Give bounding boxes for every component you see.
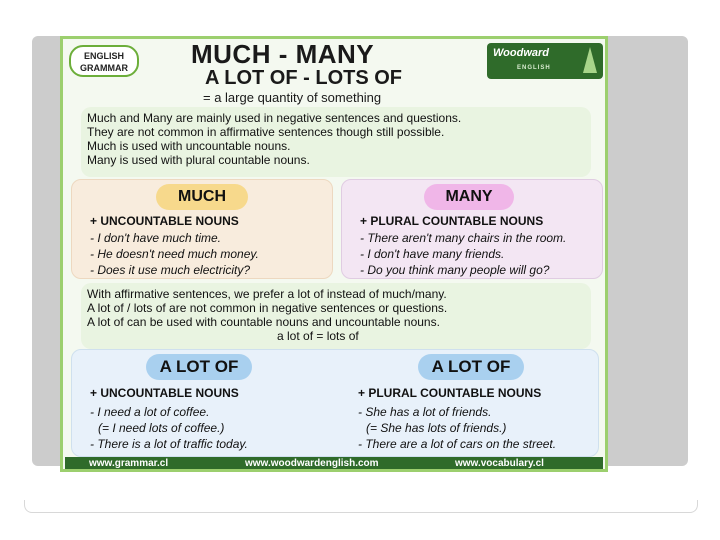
grammar-poster: [60, 36, 608, 472]
middle-line: a lot of = lots of: [277, 329, 359, 343]
example-line: - Do you think many people will go?: [360, 263, 550, 277]
badge-line-2: GRAMMAR: [80, 63, 128, 73]
tree-icon: [583, 47, 597, 73]
middle-panel: [81, 283, 591, 349]
woodward-logo: [487, 43, 603, 79]
poster-title: MUCH - MANY: [191, 39, 375, 69]
a-lot-of-right-examples: [358, 404, 556, 452]
a-lot-of-left-examples: [90, 404, 248, 452]
example-line: - I don't have many friends.: [360, 247, 505, 261]
a-lot-of-left-rule: + UNCOUNTABLE NOUNS: [90, 386, 239, 400]
footer-link-woodward[interactable]: www.woodwardenglish.com: [245, 458, 379, 469]
example-line: - There are a lot of cars on the street.: [358, 437, 557, 451]
many-examples: [360, 230, 566, 278]
example-line: - There aren't many chairs in the room.: [360, 231, 567, 245]
many-label: MANY: [424, 184, 514, 210]
middle-line: A lot of can be used with countable nouns and uncountable nouns.: [87, 315, 440, 329]
example-line: (= I need lots of coffee.): [98, 421, 225, 435]
example-line: - He doesn't need much money.: [90, 247, 259, 261]
slide-bottom-rule: [24, 500, 698, 513]
much-panel: [71, 179, 333, 279]
footer-bar: [65, 457, 603, 471]
intro-panel: [81, 107, 591, 177]
badge-line-1: ENGLISH: [83, 51, 124, 61]
a-lot-of-right-rule: + PLURAL COUNTABLE NOUNS: [358, 386, 542, 400]
footer-link-grammar[interactable]: www.grammar.cl: [89, 458, 169, 469]
intro-line: Many is used with plural countable nouns.: [87, 153, 310, 167]
intro-line: Much and Many are mainly used in negative sentences and questions.: [87, 111, 462, 125]
english-grammar-badge: [69, 45, 139, 77]
a-lot-of-right-label: A LOT OF: [418, 354, 524, 380]
example-line: - She has a lot of friends.: [358, 405, 492, 419]
example-line: - I don't have much time.: [90, 231, 222, 245]
much-label: MUCH: [156, 184, 248, 210]
footer-link-vocabulary[interactable]: www.vocabulary.cl: [455, 458, 544, 469]
middle-line: With affirmative sentences, we prefer a lot of instead of much/many.: [87, 287, 447, 301]
much-examples: [90, 230, 259, 278]
example-line: - There is a lot of traffic today.: [90, 437, 248, 451]
many-rule: + PLURAL COUNTABLE NOUNS: [360, 214, 544, 228]
poster-subtitle-heading: A LOT OF - LOTS OF: [205, 67, 403, 89]
logo-text: Woodward: [493, 47, 550, 59]
a-lot-of-left-label: A LOT OF: [146, 354, 252, 380]
intro-line: Much is used with uncountable nouns.: [87, 139, 291, 153]
middle-line: A lot of / lots of are not common in negative sentences or questions.: [87, 301, 448, 315]
many-panel: [341, 179, 603, 279]
logo-sub-text: ENGLISH: [517, 65, 551, 71]
intro-line: They are not common in affirmative sentences though still possible.: [87, 125, 445, 139]
example-line: - I need a lot of coffee.: [90, 405, 210, 419]
example-line: - Does it use much electricity?: [90, 263, 251, 277]
definition-text: = a large quantity of something: [203, 90, 382, 105]
much-rule: + UNCOUNTABLE NOUNS: [90, 214, 239, 228]
a-lot-of-panel: [71, 349, 599, 457]
example-line: (= She has lots of friends.): [366, 421, 507, 435]
